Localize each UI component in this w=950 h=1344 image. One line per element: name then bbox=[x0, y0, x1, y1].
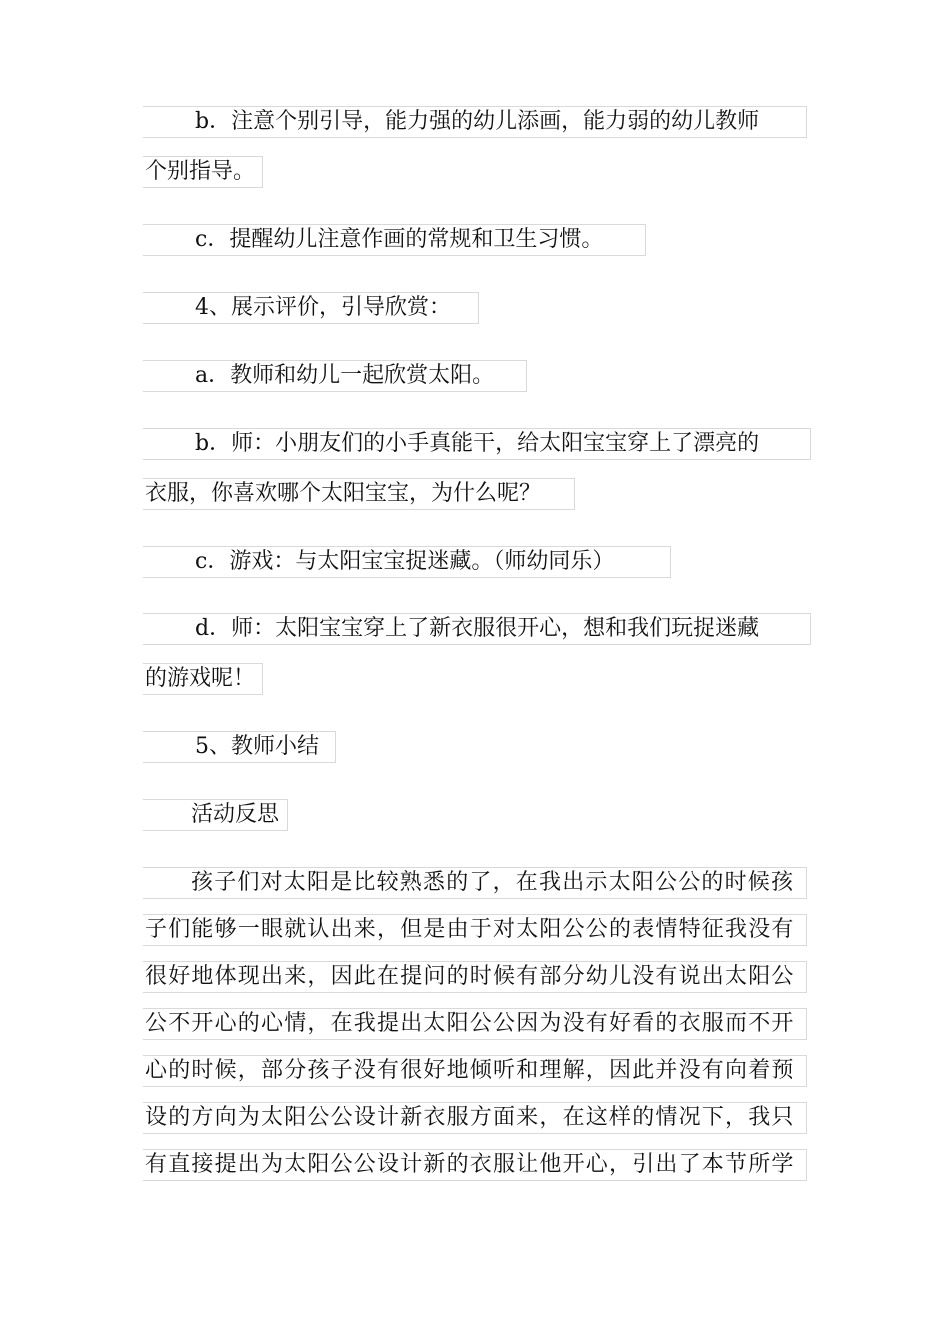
text-line bbox=[143, 546, 671, 578]
text-line-content: 孩子们对太阳是比较熟悉的了，在我出示太阳公公的时候孩 bbox=[191, 870, 795, 895]
text-line bbox=[143, 428, 811, 460]
text-line bbox=[143, 914, 807, 946]
text-line bbox=[143, 663, 263, 695]
text-line bbox=[143, 613, 811, 645]
text-line-content: b．注意个别引导，能力强的幼儿添画，能力弱的幼儿教师 bbox=[195, 109, 760, 134]
text-line-content: 衣服，你喜欢哪个太阳宝宝，为什么呢？ bbox=[145, 481, 542, 506]
text-line-content: 很好地体现出来，因此在提问的时候有部分幼儿没有说出太阳公 bbox=[145, 964, 795, 989]
text-line-content: c．提醒幼儿注意作画的常规和卫生习惯。 bbox=[195, 227, 604, 252]
text-line bbox=[143, 1008, 807, 1040]
text-line-content: a．教师和幼儿一起欣赏太阳。 bbox=[195, 363, 495, 388]
text-line-content: 心的时候，部分孩子没有很好地倾听和理解，因此并没有向着预 bbox=[145, 1058, 795, 1083]
text-line-content: 公不开心的心情，在我提出太阳公公因为没有好看的衣服而不开 bbox=[145, 1011, 795, 1036]
text-line-content: d．师：太阳宝宝穿上了新衣服很开心，想和我们玩捉迷藏 bbox=[195, 616, 760, 641]
text-line-content: c．游戏：与太阳宝宝捉迷藏。（师幼同乐） bbox=[195, 549, 615, 574]
text-line bbox=[143, 1149, 807, 1181]
text-line-content: 的游戏呢！ bbox=[145, 666, 256, 691]
text-line bbox=[143, 292, 479, 324]
text-line-content: 5、教师小结 bbox=[195, 734, 319, 759]
text-line bbox=[143, 106, 807, 138]
text-line bbox=[143, 867, 807, 899]
text-line bbox=[143, 961, 807, 993]
text-line-content: b．师：小朋友们的小手真能干，给太阳宝宝穿上了漂亮的 bbox=[195, 431, 760, 456]
text-line bbox=[143, 156, 263, 188]
text-line-content: 有直接提出为太阳公公设计新的衣服让他开心，引出了本节所学 bbox=[145, 1152, 795, 1177]
text-line-content: 4、展示评价，引导欣赏： bbox=[195, 295, 451, 320]
section-heading-text: 活动反思 bbox=[191, 802, 280, 827]
text-line bbox=[143, 1055, 807, 1087]
text-line bbox=[143, 224, 646, 256]
text-line bbox=[143, 478, 575, 510]
text-line-content: 个别指导。 bbox=[145, 159, 256, 184]
text-line bbox=[143, 1102, 807, 1134]
section-heading bbox=[143, 799, 288, 831]
text-line-content: 设的方向为太阳公公设计新衣服方面来，在这样的情况下，我只 bbox=[145, 1105, 795, 1130]
text-line bbox=[143, 360, 527, 392]
text-line-content: 子们能够一眼就认出来，但是由于对太阳公公的表情特征我没有 bbox=[145, 917, 795, 942]
text-line bbox=[143, 731, 336, 763]
